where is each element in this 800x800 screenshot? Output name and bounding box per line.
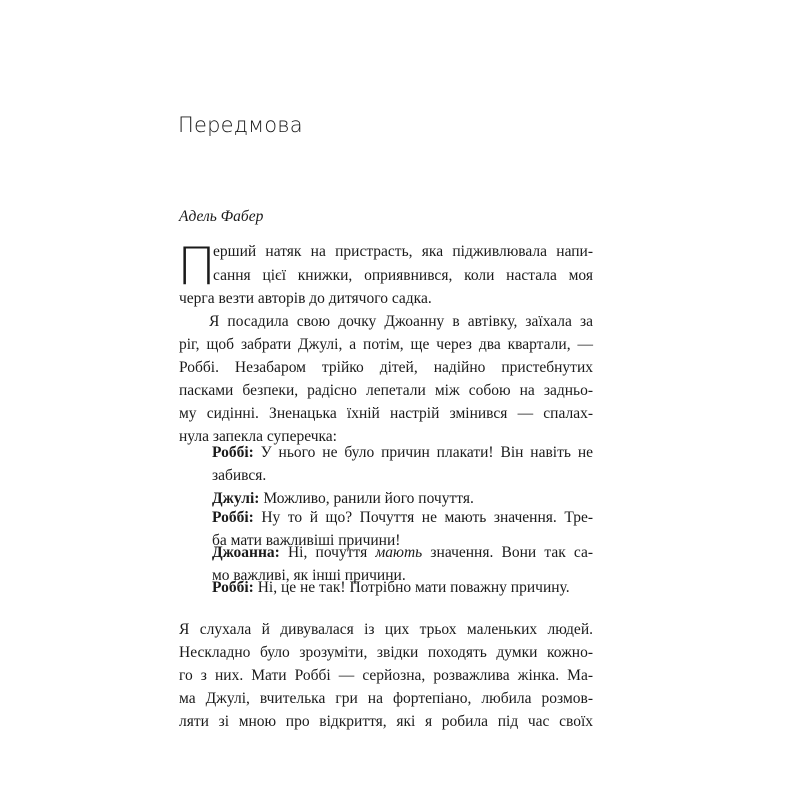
dialogue-line: забився. xyxy=(212,467,267,484)
speaker-name: Джулі: xyxy=(212,490,260,507)
body-line: Я слухала й дивувалася із цих трьох маленьких людей. xyxy=(179,621,593,638)
dialogue-line: Роббі: Ну то й що? Почуття не мають значення. Тре- xyxy=(212,509,593,526)
body-line: му сидінні. Зненацька їхній настрій змінився — спалах- xyxy=(179,405,593,422)
body-line: ма Джулі, вчителька гри на фортепіано, любила розмов- xyxy=(179,690,593,707)
body-line: ріг, щоб забрати Джулі, а потім, ще через два квартали, — xyxy=(179,336,593,353)
body-line: Нескладно було зрозуміти, звідки походять думки кожно- xyxy=(179,644,593,661)
body-line: Роббі. Незабаром трійко дітей, надійно пристебнутих xyxy=(179,359,593,376)
dialogue-line: ба мати важливіші причини! xyxy=(212,532,401,549)
author-name: Адель Фабер xyxy=(179,208,264,225)
body-line: нула запекла суперечка: xyxy=(179,428,337,445)
drop-cap: П xyxy=(177,237,217,297)
speaker-name: Роббі: xyxy=(212,444,254,461)
speaker-name: Роббі: xyxy=(212,509,254,526)
chapter-title: Передмова xyxy=(178,113,303,137)
dialogue-line: Роббі: У нього не було причин плакати! Він навіть не xyxy=(212,444,594,461)
dialogue-line: мо важливі, як інші причини. xyxy=(212,567,406,584)
dialogue-line: Роббі: Ні, це не так! Потрібно мати поважну причину. xyxy=(212,579,570,596)
dialogue-line: Джулі: Можливо, ранили його почуття. xyxy=(212,490,474,507)
speaker-name: Роббі: xyxy=(212,579,254,596)
body-line: ерший натяк на пристрасть, яка підживлювала напи- xyxy=(213,243,593,260)
body-line: ляти зі мною про відкриття, які я робила під час своїх xyxy=(179,713,593,730)
body-line: го з них. Мати Роббі — серйозна, розважлива жінка. Ма- xyxy=(179,667,593,684)
dialogue-line: Джоанна: Ні, почуття мають значення. Вони так са- xyxy=(212,544,594,561)
body-line: Я посадила свою дочку Джоанну в автівку, заїхала за xyxy=(209,313,593,330)
body-line: пасками безпеки, радісно лепетали між собою на задньо- xyxy=(179,382,593,399)
body-line: черга везти авторів до дитячого садка. xyxy=(179,290,432,307)
body-line: сання цієї книжки, оприявнився, коли настала моя xyxy=(213,267,593,284)
speaker-name: Джоанна: xyxy=(212,544,280,561)
